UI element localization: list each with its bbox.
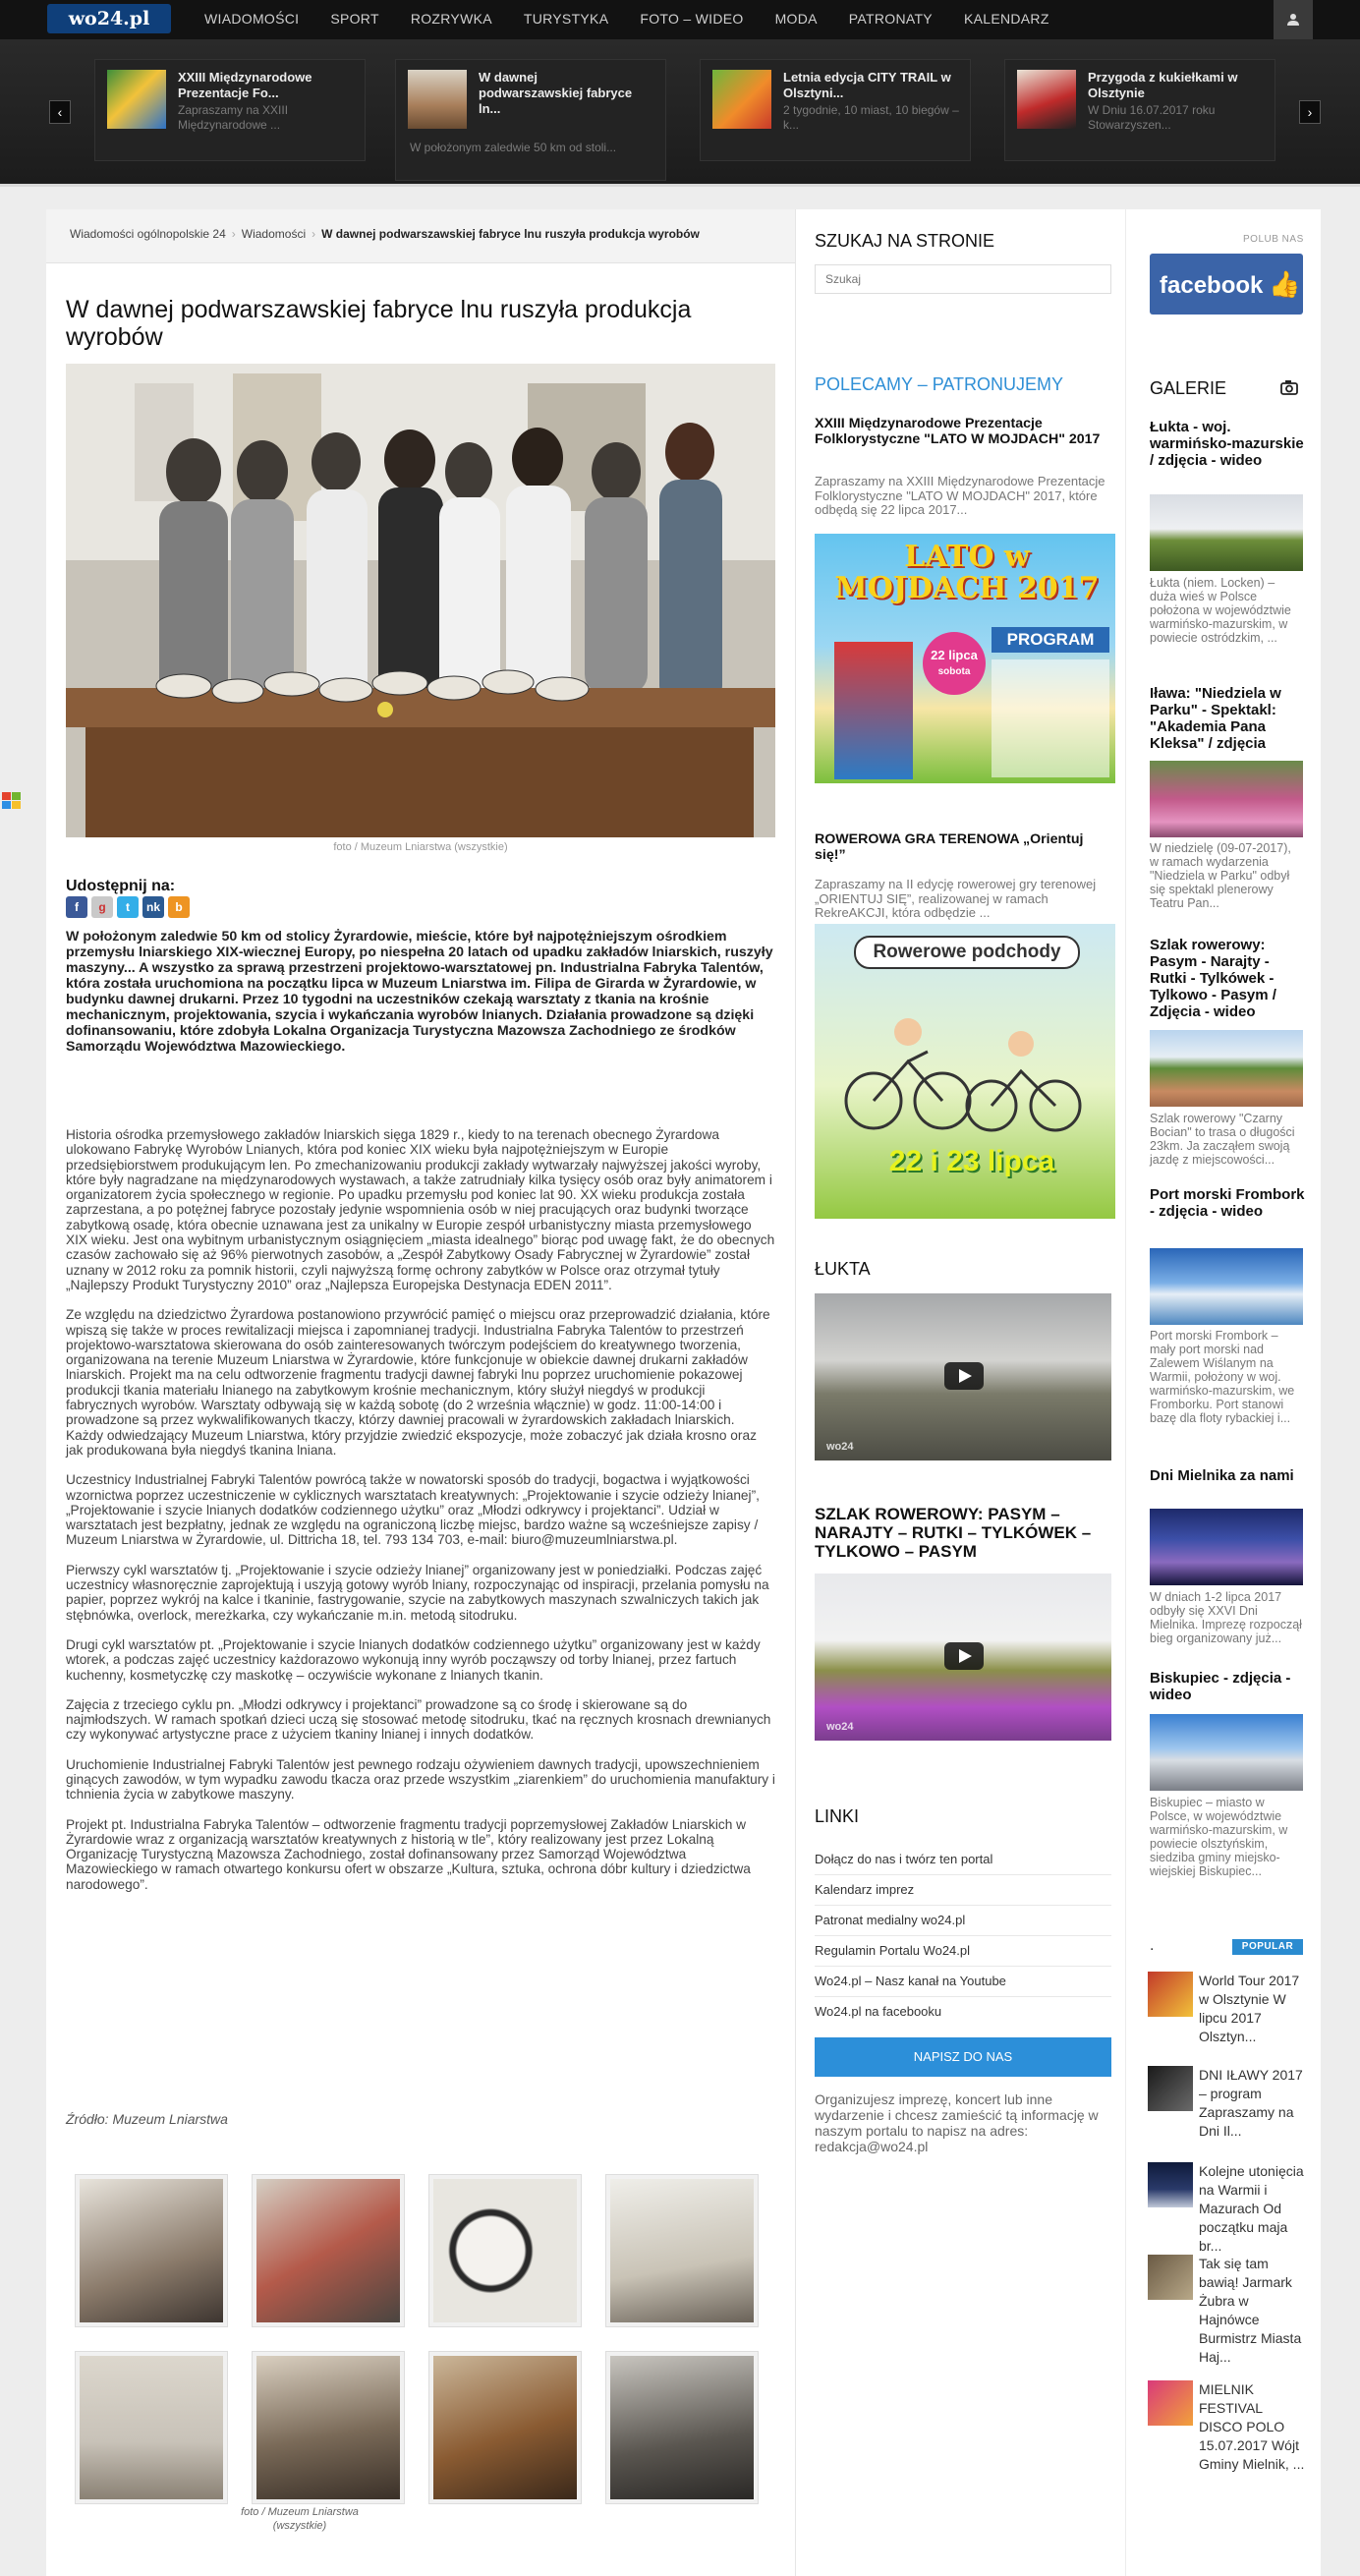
slider-thumb bbox=[107, 70, 166, 129]
video-watermark: wo24 bbox=[826, 1441, 854, 1453]
link-item[interactable]: Dołącz do nas i twórz ten portal bbox=[815, 1845, 1111, 1875]
article-paragraph: Projekt pt. Industrialna Fabryka Talentów – odtworzenie fragmentu tradycji poprzemysłowej Zakładów Lniarskich w Żyrardowie wraz z organizacją warsztatów kreatywnych z historią w tle”, który realizowany jest przez Lokalną Organizację Turystyczną Mazowsza Zachodniego, został dofinansowany przez Samorząd Województwa Mazowieckiego w ramach otwartego konkursu ofert w obszarze „Kultura, sztuka, ochrona dóbr kultury i dziedzictwa narodowego”. bbox=[66, 1816, 751, 1892]
slider-item-title: Letnia edycja CITY TRAIL w Olsztyni... bbox=[783, 70, 951, 100]
menu-item-rozrywka[interactable]: ROZRYWKA bbox=[410, 11, 492, 27]
top-navigation bbox=[0, 0, 1360, 39]
article-paragraph: Zajęcia z trzeciego cyklu pn. „Młodzi odkrywcy i projektanci” prowadzone są co środę i skierowane są do najmłodszych. W ramach spotkań dzieci uczą się stosować metodę sitodruku, tkać na ręcznych krosnach drewnianych czy wykonywać artystyczne prace z użyciem tkaniny lnianej i innych dodatków. bbox=[66, 1696, 771, 1743]
gallery-thumb[interactable] bbox=[429, 2352, 581, 2503]
video-widget-title: ŁUKTA bbox=[815, 1259, 871, 1279]
slider-item[interactable] bbox=[94, 59, 366, 161]
breadcrumb-current: W dawnej podwarszawskiej fabryce lnu ruszyła produkcja wyrobów bbox=[321, 227, 700, 241]
gallery-thumb[interactable] bbox=[253, 2352, 404, 2503]
slider-item[interactable] bbox=[395, 59, 666, 181]
article-lead: W położonym zaledwie 50 km od stolicy Żyrardowie, mieście, które był najpotężniejszym ośrodkiem przemysłu lniarskiego XIX-wiecznej Europy, po niespełna 20 latach od upadku zakładów lniarskich, ruszyły maszyny... A wszystko za sprawą przestrzeni projektowo-warsztatowej pn. Industrialna Fabryka Talentów, która została uruchomiona na początku lipca w Muzeum Lniarstwa im. Filipa de Girarda w Żyrardowie, w budynku dawnej drukarni. Przez 10 tygodni na uczestników czekają warsztaty z tkania na krośnie mechanicznym, projektowania, szycia i wykańczania wyrobów lnianych. Działania prowadzone są dzięki dofinansowaniu, które zdobyła Lokalna Organizacja Turystyczna Mazowsza Zachodniego ze środków Samorządu Województwa Mazowieckiego. bbox=[66, 929, 773, 1055]
gallery-item-title[interactable]: Dni Mielnika za nami bbox=[1150, 1467, 1294, 1484]
facebook-share-icon[interactable]: f bbox=[66, 896, 87, 918]
popular-item-thumb bbox=[1148, 2255, 1193, 2300]
poster-program: PROGRAM bbox=[992, 627, 1109, 653]
slider-item[interactable] bbox=[700, 59, 971, 161]
column-divider bbox=[795, 209, 796, 2576]
slider-next-button[interactable]: › bbox=[1299, 100, 1321, 124]
gallery-item-image[interactable] bbox=[1150, 1248, 1303, 1325]
popular-item[interactable] bbox=[1148, 2162, 1307, 2254]
gallery-item-excerpt: Łukta (niem. Locken) – duża wieś w Polsce położona w województwie warmińsko-mazurskim, w powiecie ostródzkim, ... bbox=[1150, 576, 1291, 645]
article-paragraph: Uruchomienie Industrialnej Fabryki Talentów jest pewnego rodzaju ożywieniem dawnych tradycji, upowszechnieniem ginących zawodów, w tym wypadku zawodu tkacza oraz przede wszystkim „ziarenkiem” do uruchomienia manufaktury i tchnienia życia w zabytkowe maszyny. bbox=[66, 1756, 775, 1803]
article-paragraph: Drugi cykl warsztatów pt. „Projektowanie i szycie lnianych dodatków codziennego użytku” organizowany jest w każdy wtorek, a podczas zajęć uczestnicy każdorazowo wykonują inny wyrób począwszy od torby lnianej, przez fartuch kuchenny, kosmetyczkę czy maskotkę – oczywiście wykonane z lnianych tkanin. bbox=[66, 1636, 761, 1683]
play-icon[interactable] bbox=[944, 1362, 984, 1390]
contact-description: Organizujesz imprezę, koncert lub inne wydarzenie i chcesz zamieścić tą informację w naszym portalu to napisz na adres: redakcja@wo24.pl bbox=[815, 2091, 1099, 2154]
popular-item-thumb bbox=[1148, 2162, 1193, 2207]
links-widget bbox=[815, 1806, 1111, 2028]
gallery-item-image[interactable] bbox=[1150, 761, 1303, 837]
poster-date: 22 lipca bbox=[931, 648, 978, 662]
gallery-item-excerpt: Biskupiec – miasto w Polsce, w województwie warmińsko-mazurskim, w powiecie olsztyńskim, siedziba gminy miejsko-wiejskiej Biskupiec... bbox=[1150, 1796, 1288, 1878]
slider-item-title: XXIII Międzynarodowe Prezentacje Fo... bbox=[178, 70, 312, 100]
gallery-item-excerpt: Szlak rowerowy "Czarny Bocian" to trasa o długości 23km. Ja zacząłem swoją jazdę z miejscowości... bbox=[1150, 1112, 1295, 1167]
recommended-item-poster[interactable] bbox=[815, 924, 1115, 1219]
share-buttons bbox=[66, 896, 194, 918]
breadcrumb-section[interactable]: Wiadomości bbox=[241, 227, 307, 241]
photo-gallery bbox=[76, 2175, 754, 2509]
poster-schedule bbox=[992, 659, 1109, 777]
article-main-photo bbox=[66, 364, 775, 837]
contact-us-button[interactable]: NAPISZ DO NAS bbox=[815, 2037, 1111, 2077]
gallery-item-title[interactable]: Łukta - woj. warmińsko-mazurskie / zdjęcia - wideo bbox=[1150, 419, 1304, 469]
popular-item[interactable] bbox=[1148, 1972, 1307, 2056]
gallery-item-title[interactable]: Biskupiec - zdjęcia - wideo bbox=[1150, 1670, 1291, 1703]
search-widget-title: SZUKAJ NA STRONIE bbox=[815, 231, 995, 251]
gallery-item-excerpt: W dniach 1-2 lipca 2017 odbyły się XXVI Dni Mielnika. Imprezę rozpoczął bieg organizowany już... bbox=[1150, 1590, 1302, 1645]
slider-item-excerpt: W położonym zaledwie 50 km od stoli... bbox=[410, 141, 617, 154]
slider-item-title: Przygoda z kukiełkami w Olsztynie bbox=[1088, 70, 1238, 100]
link-item[interactable]: Regulamin Portalu Wo24.pl bbox=[815, 1936, 1111, 1967]
slider-thumb bbox=[712, 70, 771, 129]
google-share-icon[interactable]: g bbox=[91, 896, 113, 918]
poster-title: Rowerowe podchody bbox=[854, 936, 1080, 969]
gallery-thumb[interactable] bbox=[606, 2175, 758, 2326]
video-widget-title: SZLAK ROWEROWY: PASYM – NARAJTY – RUTKI – TYLKÓWEK – TYLKOWO – PASYM bbox=[815, 1505, 1092, 1561]
links-widget-title: LINKI bbox=[815, 1806, 860, 1826]
windows-icon[interactable] bbox=[0, 786, 24, 816]
popular-item-thumb bbox=[1148, 2380, 1193, 2426]
recommended-item-excerpt: Zapraszamy na II edycję rowerowej gry terenowej „ORIENTUJ SIĘ”, realizowanej w ramach RekreAKCJI, która odbędzie ... bbox=[815, 877, 1097, 920]
gallery-thumb[interactable] bbox=[253, 2175, 404, 2326]
gallery-item-title[interactable]: Szlak rowerowy: Pasym - Narajty - Rutki - Tylkówek - Tylkowo - Pasym / Zdjęcia - wideo bbox=[1150, 937, 1276, 1020]
thumbs-up-icon: 👍 bbox=[1269, 269, 1301, 299]
featured-slider bbox=[0, 39, 1360, 184]
article-paragraph: Uczestnicy Industrialnej Fabryki Talentów powrócą także w nowatorski sposób do tradycji, bogactwa i wyjątkowości wzornictwa poprzez uczestniczenie w cyklicznych warsztatach kreatywnych: „Projektowanie i szycie odzieży lnianej”, „Projektowanie i szycie lnianych dodatków codziennego użytku” oraz „Młodzi odkrywcy i projektanci”. Udział w warsztatach jest bezpłatny, jednak ze względu na ograniczoną liczbę miejsc, bardzo ważne są wcześniejsze zapisy / Muzeum Lniarstwa w Żyrardowie, ul. Dittricha 18, tel. 793 134 703, e-mail: biuro@muzeumlniarstwa.pl. bbox=[66, 1472, 760, 1548]
gallery-item-title[interactable]: Port morski Frombork - zdjęcia - wideo bbox=[1150, 1186, 1305, 1220]
popular-item-text: World Tour 2017 w Olsztynie W lipcu 2017 Olsztyn... bbox=[1199, 1973, 1300, 2044]
article-paragraph: Historia ośrodka przemysłowego zakładów lniarskich sięga 1829 r., kiedy to na terenach obecnego Żyrardowa ulokowano Fabrykę Wyrobów Lnianych, która pod koniec XIX wieku była najpotężniejszym w Europie przedsiębiorstwem produkującym len. Po zmechanizowaniu produkcji zakłady wytwarzały najwyższej jakości wyroby, które były nagradzane na międzynarodowych wystawach, a także zatrudniały kilka tysięcy osób oraz były animatorem i organizatorem życia społecznego w regionie. Po upadku przemysłu pod koniec lat 90. XX wieku produkcja została zaprzestana, a po potężnej fabryce pozostały jedynie wspomnienia osób w niej pracujących oraz budynki tworzące zabytkową osadę, która obecnie uznawana jest za unikalny w Europie zespół urbanistyczny miasta przemysłowego XIX wieku. Jest ona wybitnym urbanistycznym osiągnięciem „miasta idealnego” biorąc pod uwagę fakt, że do obecnych czasów zachowało się aż 96% pierwotnych zasobów, a „Zespół Zabytkowy Osady Fabrycznej w Żyrardowie” został uznany w 2012 roku za pomnik historii, czyli najwyższą formę ochrony zabytków w Polsce oraz otrzymał tytuły „Najlepszy Produkt Turystyczny 2010” oraz „Najlepsza Europejska Destynacja EDEN 2011”. bbox=[66, 1127, 775, 1292]
popular-item-text: Kolejne utonięcia na Warmii i Mazurach Od początku maja br... bbox=[1199, 2163, 1304, 2254]
slider-item-excerpt: 2 tygodnie, 10 miast, 10 biegów – k... bbox=[783, 103, 959, 132]
recommended-item-title[interactable]: ROWEROWA GRA TERENOWA „Orientuj się!” bbox=[815, 831, 1084, 863]
like-us-label: POLUB NAS bbox=[1243, 234, 1304, 245]
facebook-like-button[interactable] bbox=[1150, 254, 1303, 315]
article-source: Źródło: Muzeum Lniarstwa bbox=[66, 2111, 228, 2127]
main-menu bbox=[204, 0, 1081, 39]
article-paragraph: Ze względu na dziedzictwo Żyrardowa postanowiono przywrócić pamięć o miejscu oraz przeprowadzić działania, które wpiszą się także w proces rewitalizacji miejsca i zapomnianej tradycji. Industrialna Fabryka Talentów to przestrzeń projektowo-warsztatowa skierowana do osób zainteresowanych twórczym podejściem do kreatywnego tworzenia, organizowana na terenie Muzeum Lniarstwa w Żyrardowie, które funkcjonuje w obiekcie dawnej drukarni zakładów lniarskich. Projekt ma na celu odtworzenie fragmentu tradycji dawnej fabryki lnu poprzez uruchomienie pokazowej produkcji tkania materiału lnianego na zabytkowym krośnie mechanicznym, który służył niegdyś w produkcji fabrycznych wyrobów. Warsztaty odbywają się w każdą sobotę (do 2 września włącznie) w godz. 11:00-14:00 i prowadzone są przez wykwalifikowanych tkaczy, którzy dawniej pracowali w żyrardowskich zakładach lniarskich. Każdy odwiedzający Muzeum Lniarstwa, który przyjdzie zwiedzić ekspozycje, może zobaczyć jak działa krosno oraz jak produkowana była niegdyś tkanina lniana. bbox=[66, 1307, 770, 1458]
gallery-item-image[interactable] bbox=[1150, 1030, 1303, 1107]
slider-bottom-border bbox=[0, 184, 1360, 187]
menu-item-kalendarz[interactable]: KALENDARZ bbox=[963, 11, 1049, 27]
menu-item-foto-wideo[interactable]: FOTO – WIDEO bbox=[640, 11, 744, 27]
gallery-item-excerpt: Port morski Frombork – mały port morski nad Zalewem Wiślanym na Warmii, położony w woj. warmińsko-mazurskim, we Fromborku. Port stanowi bazę dla floty rybackiej i... bbox=[1150, 1329, 1295, 1425]
article-body bbox=[66, 1127, 775, 1907]
slider-prev-button[interactable]: ‹ bbox=[49, 100, 71, 124]
facebook-label: facebook bbox=[1160, 272, 1264, 299]
popular-item-text: MIELNIK FESTIVAL DISCO POLO 15.07.2017 Wójt Gminy Mielnik, ... bbox=[1199, 2381, 1305, 2472]
play-icon[interactable] bbox=[944, 1642, 984, 1670]
gallery-item-excerpt: W niedzielę (09-07-2017), w ramach wydarzenia "Niedziela w Parku" odbył się spektakl plenerowy Teatru Pan... bbox=[1150, 841, 1291, 910]
recommended-item-title[interactable]: XXIII Międzynarodowe Prezentacje Folklorystyczne "LATO W MOJDACH" 2017 bbox=[815, 416, 1101, 447]
blip-share-icon[interactable]: b bbox=[168, 896, 190, 918]
video-player[interactable] bbox=[815, 1293, 1111, 1460]
bicycles-illustration bbox=[834, 993, 1090, 1140]
slider-item[interactable] bbox=[1004, 59, 1275, 161]
popular-item[interactable] bbox=[1148, 2066, 1307, 2150]
recommended-widget-title: POLECAMY – PATRONUJEMY bbox=[815, 374, 1064, 394]
link-item[interactable]: Wo24.pl na facebooku bbox=[815, 2004, 942, 2019]
popular-item-thumb bbox=[1148, 2066, 1193, 2111]
slider-thumb bbox=[408, 70, 467, 129]
poster-title: LATO w MOJDACH 2017 bbox=[834, 540, 1100, 605]
slider-item-excerpt: Zapraszamy na XXIII Międzynarodowe ... bbox=[178, 103, 289, 132]
popular-item-text: Tak się tam bawią! Jarmark Żubra w Hajnówce Burmistrz Miasta Haj... bbox=[1199, 2256, 1302, 2365]
search-input[interactable] bbox=[815, 264, 1111, 294]
content-card bbox=[46, 209, 1321, 2576]
link-item[interactable]: Wo24.pl – Nasz kanał na Youtube bbox=[815, 1967, 1111, 1997]
gallery-item-image[interactable] bbox=[1150, 494, 1303, 571]
share-label: Udostępnij na: bbox=[66, 878, 176, 894]
poster-day: sobota bbox=[937, 666, 971, 677]
gallery-item-image[interactable] bbox=[1150, 1714, 1303, 1791]
menu-item-wiadomosci[interactable]: WIADOMOŚCI bbox=[204, 11, 300, 27]
nk-share-icon[interactable]: nk bbox=[142, 896, 164, 918]
site-logo[interactable]: wo24.pl bbox=[47, 4, 171, 33]
menu-item-moda[interactable]: MODA bbox=[774, 11, 818, 27]
link-item[interactable]: Kalendarz imprez bbox=[815, 1875, 1111, 1906]
popular-tab[interactable]: POPULAR bbox=[1232, 1939, 1303, 1955]
camera-icon bbox=[1279, 378, 1299, 401]
link-item[interactable]: Patronat medialny wo24.pl bbox=[815, 1906, 1111, 1936]
gallery-thumb[interactable] bbox=[606, 2352, 758, 2503]
poster-dancers bbox=[834, 642, 913, 779]
video-player[interactable] bbox=[815, 1574, 1111, 1741]
menu-item-patronaty[interactable]: PATRONATY bbox=[848, 11, 933, 27]
poster-date: 22 i 23 lipca bbox=[888, 1145, 1055, 1177]
column-divider bbox=[1125, 209, 1126, 2576]
popular-item[interactable] bbox=[1148, 2255, 1307, 2365]
article-title: W dawnej podwarszawskiej fabryce lnu ruszyła produkcja wyrobów bbox=[66, 296, 692, 351]
gallery-thumb[interactable] bbox=[76, 2175, 227, 2326]
gallery-thumb[interactable] bbox=[76, 2352, 227, 2503]
slider-item-title: W dawnej podwarszawskiej fabryce ln... bbox=[479, 70, 633, 116]
menu-item-sport[interactable]: SPORT bbox=[330, 11, 379, 27]
article-paragraph: Pierwszy cykl warsztatów tj. „Projektowanie i szycie odzieży lnianej” organizowany jest w poniedziałki. Podczas zajęć uczestnicy własnoręcznie zaprojektują i uszyją gotowy wyrób lniany, rozpoczynając od inspiracji, przelania pomysłu na papier, poprzez wykrój na kalce i tkaninie, fastrygowanie, szycie na zabytkowych maszynach szwalniczych takich jak stębnówka, overlock, mereżkarka, czy wykańczanie m.in. metodą sitodruku. bbox=[66, 1562, 769, 1623]
gallery-caption: foto / Muzeum Lniarstwa (wszystkie) bbox=[241, 2506, 359, 2532]
breadcrumb bbox=[46, 209, 795, 263]
slider-thumb bbox=[1017, 70, 1076, 129]
gallery-item-image[interactable] bbox=[1150, 1509, 1303, 1585]
menu-item-turystyka[interactable]: TURYSTYKA bbox=[523, 11, 609, 27]
recommended-item-poster[interactable] bbox=[815, 534, 1115, 783]
breadcrumb-separator: › bbox=[231, 227, 236, 241]
poster-date-badge bbox=[923, 632, 986, 695]
photo-caption: foto / Muzeum Lniarstwa (wszystkie) bbox=[333, 841, 508, 853]
breadcrumb-home[interactable]: Wiadomości ogólnopolskie 24 bbox=[70, 227, 226, 241]
recommended-item-excerpt: Zapraszamy na XXIII Międzynarodowe Prezentacje Folklorystyczne "LATO W MOJDACH" 2017, które odbędą się 22 lipca 2017... bbox=[815, 474, 1105, 517]
breadcrumb-separator: › bbox=[312, 227, 316, 241]
slider-item-excerpt: W Dniu 16.07.2017 roku Stowarzyszen... bbox=[1088, 103, 1216, 132]
video-watermark: wo24 bbox=[826, 1721, 854, 1733]
popular-item-thumb bbox=[1148, 1972, 1193, 2017]
gallery-thumb[interactable] bbox=[429, 2175, 581, 2326]
popular-widget-title: . bbox=[1150, 1937, 1155, 1954]
popular-item-text: DNI IŁAWY 2017 – program Zapraszamy na Dni Il... bbox=[1199, 2067, 1303, 2139]
user-icon[interactable] bbox=[1274, 0, 1313, 39]
twitter-share-icon[interactable]: t bbox=[117, 896, 139, 918]
gallery-item-title[interactable]: Iława: "Niedziela w Parku" - Spektakl: "Akademia Pana Kleksa" / zdjęcia bbox=[1150, 685, 1281, 752]
popular-item[interactable] bbox=[1148, 2380, 1307, 2472]
galleries-widget-title: GALERIE bbox=[1150, 378, 1227, 398]
